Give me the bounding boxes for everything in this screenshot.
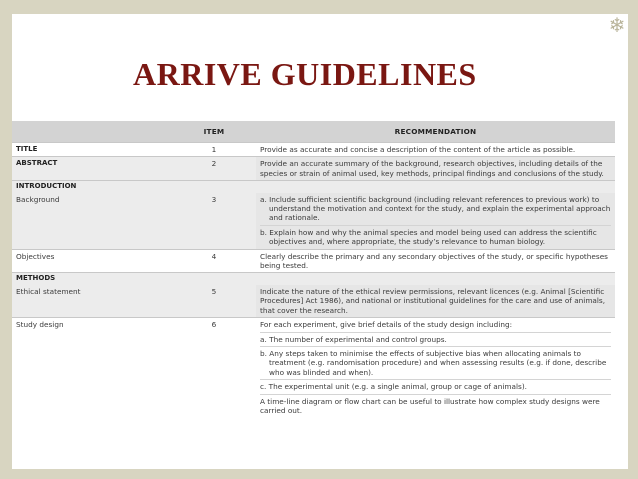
section-label: METHODS (12, 273, 615, 285)
table-row-title (12, 143, 615, 157)
slide-title: ARRIVE GUIDELINES (133, 56, 477, 92)
row-label: Background (12, 193, 172, 250)
snowflake-icon: ❄ (608, 13, 626, 37)
divider (260, 332, 611, 333)
section-introduction (12, 181, 615, 193)
table-row-ethical-statement (12, 285, 615, 318)
row-item: 1 (172, 143, 256, 157)
recommendation-part-c: c. The experimental unit (e.g. a single animal, group or cage of animals). (260, 382, 528, 392)
table-row-study-design (12, 318, 615, 418)
divider (260, 346, 611, 347)
header-recommendation: RECOMMENDATION (256, 121, 615, 143)
row-recommendation: Provide an accurate summary of the background, research objectives, including details of the species or strain of animal used, key methods, principal findings and conclusions of the study. (256, 157, 615, 181)
row-label: ABSTRACT (12, 157, 172, 181)
row-label: Study design (12, 318, 172, 418)
section-methods (12, 273, 615, 285)
row-recommendation (256, 193, 615, 250)
table-header-row (12, 121, 615, 143)
row-item: 5 (172, 285, 256, 318)
table-row-abstract (12, 157, 615, 181)
slide-frame-top (0, 0, 638, 14)
table-row-objectives (12, 249, 615, 273)
row-recommendation: Provide as accurate and concise a description of the content of the article as possible. (256, 143, 615, 157)
guidelines-table (12, 121, 615, 417)
recommendation-intro: For each experiment, give brief details of the study design including: (260, 320, 513, 330)
row-item: 6 (172, 318, 256, 418)
recommendation-part-b: b. Explain how and why the animal species and model being used can address the scientific objectives and, where appropriate, the study’s relevance to human biology. (260, 227, 597, 247)
table-row-background (12, 193, 615, 250)
divider (260, 379, 611, 380)
row-label: Ethical statement (12, 285, 172, 318)
divider (260, 394, 611, 395)
slide-frame-left (0, 0, 12, 479)
guidelines-table-image (12, 121, 628, 469)
slide-frame-right (628, 0, 638, 479)
row-recommendation: Clearly describe the primary and any secondary objectives of the study, or specific hypotheses being tested. (256, 249, 615, 273)
slide-frame-bottom (0, 469, 638, 479)
row-item: 2 (172, 157, 256, 181)
row-label: Objectives (12, 249, 172, 273)
row-recommendation (256, 318, 615, 418)
recommendation-note: A time-line diagram or flow chart can be useful to illustrate how complex study designs were carried out. (260, 396, 600, 415)
row-item: 4 (172, 249, 256, 273)
section-label: INTRODUCTION (12, 181, 615, 193)
divider (260, 225, 611, 226)
header-item: ITEM (172, 121, 256, 143)
header-blank (12, 121, 172, 143)
recommendation-part-b: b. Any steps taken to minimise the effects of subjective bias when allocating animals to treatment (e.g. randomisation procedure) and when assessing results (e.g. if done, describe who was blinded and when). (260, 348, 607, 377)
recommendation-part-a: a. The number of experimental and control groups. (260, 334, 447, 344)
recommendation-part-a: a. Include sufficient scientific background (including relevant references to previous work) to understand the motivation and context for the study, and explain the experimental approach and rationale. (260, 194, 611, 223)
row-recommendation: Indicate the nature of the ethical review permissions, relevant licences (e.g. Animal [Scientific Procedures] Act 1986), and national or institutional guidelines for the care and use of animals, that cover the research. (256, 285, 615, 318)
row-label: TITLE (12, 143, 172, 157)
row-item: 3 (172, 193, 256, 250)
